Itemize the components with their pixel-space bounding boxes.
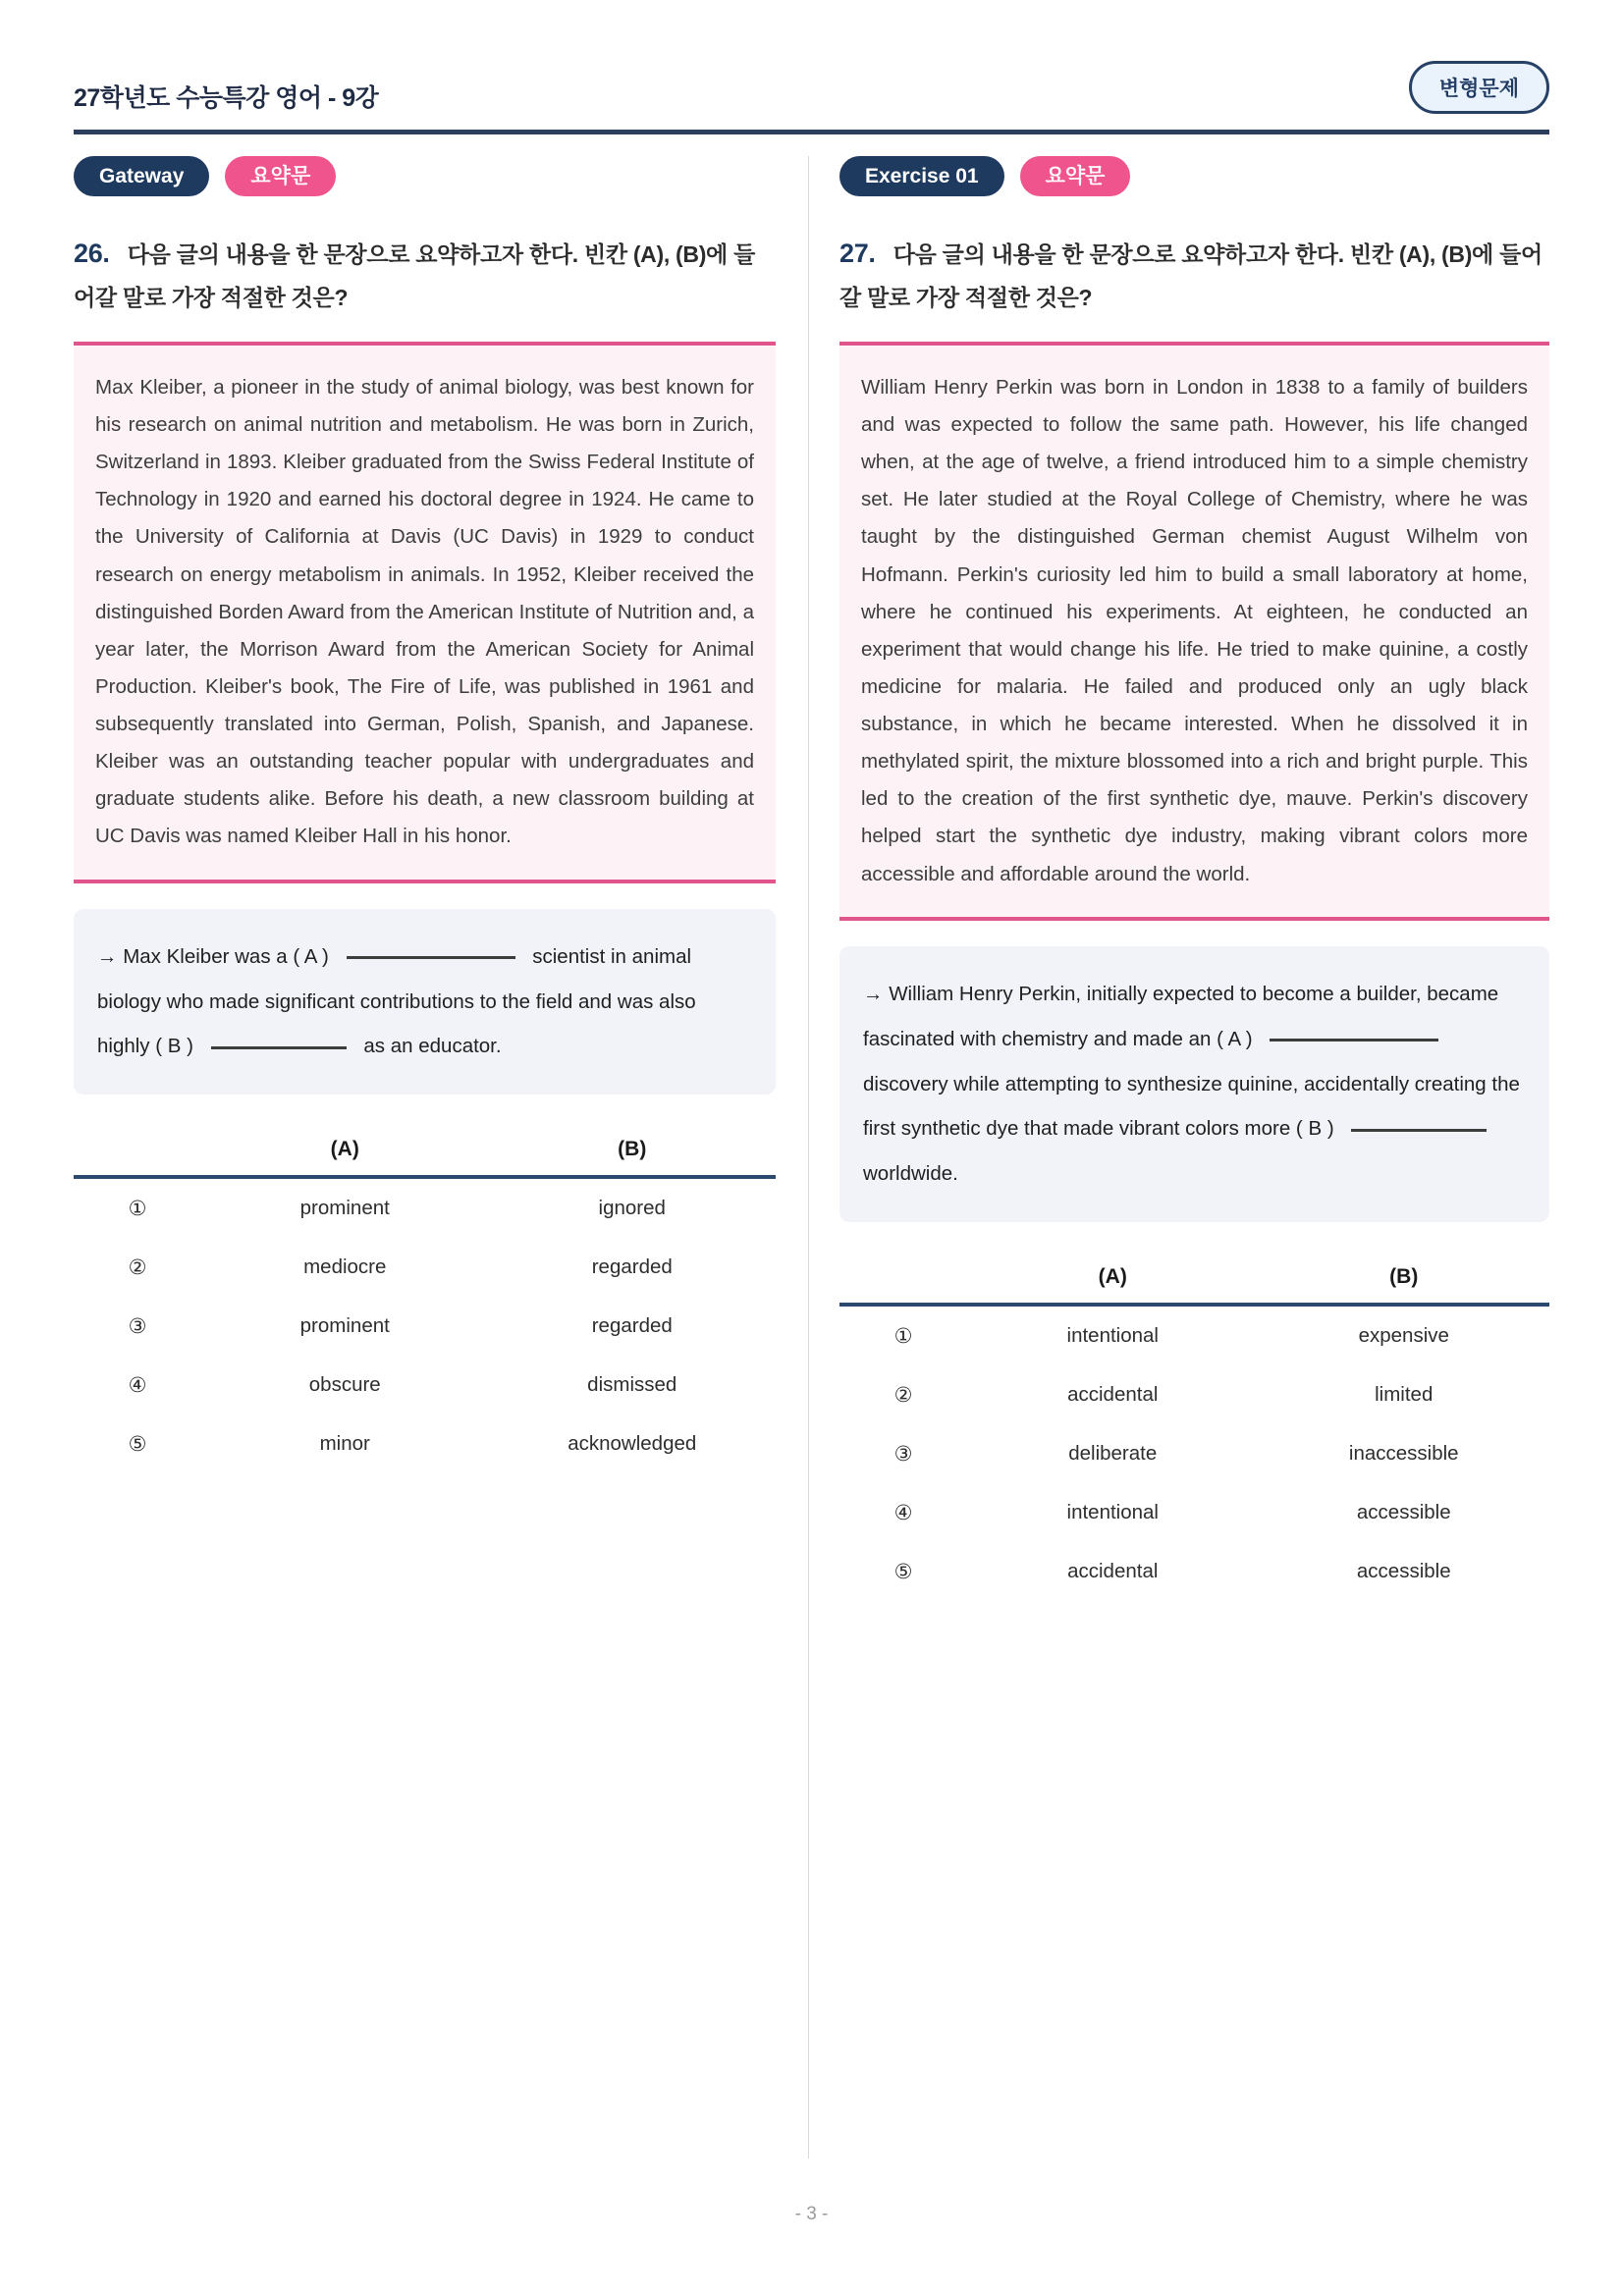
column-header-b: (B) [1389,1265,1419,1289]
choice-table-header [74,1138,776,1179]
choice-b-value: regarded [591,1255,673,1279]
choice-number: ③ [128,1315,147,1339]
question-26-number: 26. [74,239,110,268]
choice-number: ⑤ [893,1561,913,1584]
column-header-empty [74,1138,201,1161]
page-number: - 3 - [794,2204,829,2224]
blank-b-line [1351,1129,1487,1132]
summary-text: as an educator. [363,1035,502,1058]
choice-b-value: accessible [1356,1501,1451,1524]
question-27-prompt: 다음 글의 내용을 한 문장으로 요약하고자 한다. 빈칸 (A), (B)에 들어갈 말로 가장 적절한 것은? [839,241,1542,310]
choice-number: ② [128,1256,147,1280]
type-badge-summary: 요약문 [225,156,336,196]
choice-a-value: accidental [1067,1383,1159,1407]
section-badge-gateway: Gateway [74,156,209,196]
choice-row-3 [839,1424,1549,1483]
question-26-summary-box [74,909,776,1095]
summary-text: → William Henry Perkin, initially expected to become a builder, became fascinated with chemistry and made an ( A ) [863,982,1499,1050]
choice-b-value: expensive [1358,1324,1449,1348]
question-26-passage: Max Kleiber, a pioneer in the study of animal biology, was best known for his research on animal nutrition and metabolism. He was born in Zurich, Switzerland in 1893. Kleiber graduated from the Swiss Federal Institute of Technology in 1920 and earned his doctoral degree in 1924. He came to the University of California at Davis (UC Davis) in 1929 to conduct research on energy metabolism in animals. In 1952, Kleiber received the distinguished Borden Award from the American Institute of Nutrition and, a year later, the Morrison Award from the American Society for Animal Production. Kleiber's book, The Fire of Life, was published in 1961 and subsequently translated into German, Polish, Spanish, and Japanese. Kleiber was an outstanding teacher popular with undergraduates and graduate students alike. Before his death, a new classroom building at UC Davis was named Kleiber Hall in his honor. [74,342,776,883]
badge-row-q26 [74,156,776,196]
page-header [74,61,1549,114]
blank-a-line [347,956,515,959]
variant-problem-badge: 변형문제 [1409,61,1549,114]
question-27-summary-box [839,946,1549,1223]
choice-a-value: obscure [308,1373,381,1397]
choice-b-value: limited [1375,1383,1434,1407]
choice-row-4 [74,1356,776,1415]
question-27-heading [839,230,1549,318]
choice-row-2 [74,1238,776,1297]
content-columns [74,156,1549,2159]
question-27-choice-table [839,1265,1549,1601]
question-27-number: 27. [839,239,876,268]
question-26-heading [74,230,776,318]
choice-row-2 [839,1365,1549,1424]
choice-a-value: accidental [1067,1560,1159,1583]
choice-number: ④ [893,1502,913,1525]
blank-a-line [1270,1039,1438,1041]
choice-row-1 [74,1179,776,1238]
choice-a-value: prominent [299,1197,390,1220]
choice-a-value: intentional [1066,1324,1159,1348]
choice-a-value: intentional [1066,1501,1159,1524]
choice-b-value: regarded [591,1314,673,1338]
choice-a-value: prominent [299,1314,390,1338]
choice-number: ④ [128,1374,147,1398]
column-header-b: (B) [618,1138,647,1161]
choice-row-5 [74,1415,776,1473]
choice-b-value: ignored [598,1197,666,1220]
header-divider [74,130,1549,134]
page-title: 27학년도 수능특강 영어 - 9강 [74,84,379,112]
choice-row-5 [839,1542,1549,1601]
choice-table-header [839,1265,1549,1307]
choice-b-value: accessible [1356,1560,1451,1583]
choice-b-value: acknowledged [568,1432,697,1456]
column-header-a: (A) [330,1138,359,1161]
column-header-empty [839,1265,967,1289]
question-27-passage: William Henry Perkin was born in London in 1838 to a family of builders and was expected to follow the same path. However, his life changed when, at the age of twelve, a friend introduced him to a simple chemistry set. He later studied at the Royal College of Chemistry, where he was taught by the distinguished German chemist August Wilhelm von Hofmann. Perkin's curiosity led him to build a small laboratory at home, where he continued his experiments. At eighteen, he conducted an experiment that would change his life. He tried to make quinine, a costly medicine for malaria. He failed and produced only an ugly black substance, in which he became interested. When he dissolved it in methylated spirit, the mixture blossomed into a rich and bright purple. This led to the creation of the first synthetic dye, mauve. Perkin's discovery helped start the synthetic dye industry, making vibrant colors more accessible and affordable around the world. [839,342,1549,921]
column-header-a: (A) [1098,1265,1127,1289]
choice-row-1 [839,1307,1549,1365]
summary-text: scientist in animal biology who made significant contributions to the field and was also highly ( B ) [97,944,696,1058]
choice-a-value: deliberate [1068,1442,1158,1466]
blank-b-line [211,1046,347,1049]
choice-number: ③ [893,1443,913,1467]
choice-a-value: minor [319,1432,370,1456]
summary-text: discovery while attempting to synthesize quinine, accidentally creating the first synthetic dye that made vibrant colors more ( B ) [863,1072,1520,1141]
type-badge-summary: 요약문 [1020,156,1131,196]
choice-row-4 [839,1483,1549,1542]
question-26-choice-table [74,1138,776,1473]
badge-row-q27 [839,156,1549,196]
choice-number: ① [128,1198,147,1221]
choice-number: ② [893,1384,913,1408]
choice-a-value: mediocre [303,1255,387,1279]
summary-text: worldwide. [863,1162,958,1186]
summary-text: → Max Kleiber was a ( A ) [97,944,329,968]
choice-number: ⑤ [128,1433,147,1457]
choice-number: ① [893,1325,913,1349]
choice-b-value: dismissed [587,1373,677,1397]
question-27-section [809,156,1549,2159]
choice-row-3 [74,1297,776,1356]
question-26-prompt: 다음 글의 내용을 한 문장으로 요약하고자 한다. 빈칸 (A), (B)에 들어갈 말로 가장 적절한 것은? [74,241,755,310]
section-badge-exercise-01: Exercise 01 [839,156,1004,196]
choice-b-value: inaccessible [1348,1442,1459,1466]
question-26-section [74,156,808,2159]
